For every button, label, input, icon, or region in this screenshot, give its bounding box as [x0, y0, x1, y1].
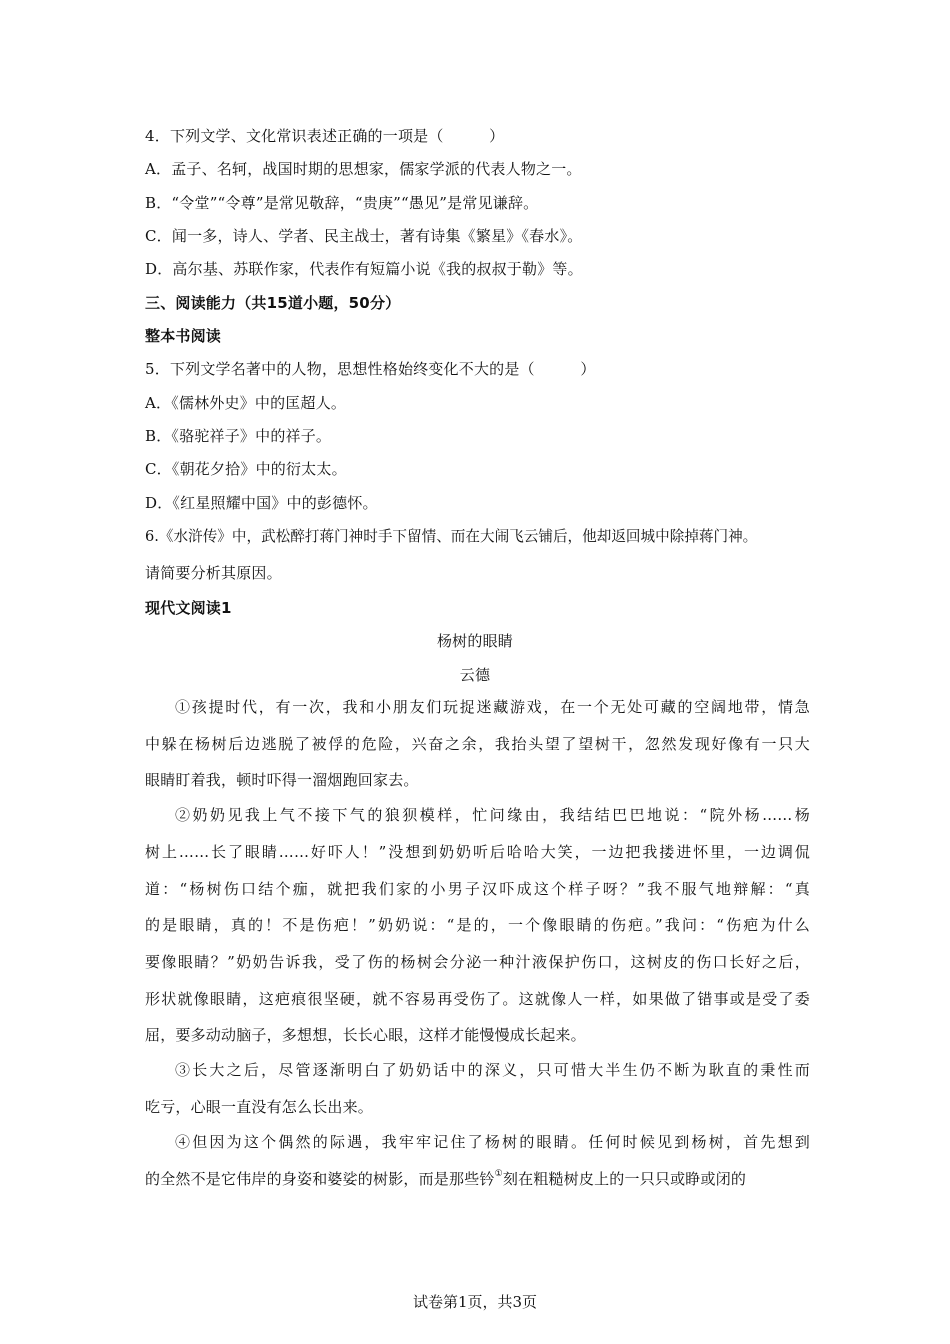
passage-title: 杨树的眼睛 [436, 632, 513, 650]
passage-p3-line: 吃亏，心眼一直没有怎么长出来。 [145, 1098, 374, 1116]
q6-line-2: 请简要分析其原因。 [145, 564, 282, 582]
footnote-marker: ① [494, 1169, 503, 1179]
passage-author: 云德 [459, 666, 491, 684]
passage-p4-text-b: 刻在粗糙树皮上的一只只或睁或闭的 [502, 1170, 747, 1188]
passage-p1-line: ①孩提时代，有一次，我和小朋友们玩捉迷藏游戏，在一个无处可藏的空阔地带，情急 [175, 698, 810, 716]
passage-p2-line: 要像眼睛？”奶奶告诉我，受了伤的杨树会分泌一种汁液保护伤口，这树皮的伤口长好之后， [145, 953, 810, 971]
q4-option-b: B．“令堂”“令尊”是常见敬辞，“贵庚”“愚见”是常见谦辞。 [145, 194, 539, 212]
passage-p4-line: ④但因为这个偶然的际遇，我牢牢记住了杨树的眼睛。任何时候见到杨树，首先想到 [175, 1133, 810, 1151]
q5-option-c: C．《朝花夕拾》中的衍太太。 [145, 460, 347, 478]
q4-option-a: A．孟子、名轲，战国时期的思想家，儒家学派的代表人物之一。 [145, 160, 582, 178]
subsection-heading-whole-book: 整本书阅读 [145, 327, 222, 345]
q5-option-a: A．《儒林外史》中的匡超人。 [145, 394, 347, 412]
passage-p4-line [145, 1169, 810, 1189]
passage-p2-line: 树上……长了眼睛……好吓人！”没想到奶奶听后哈哈大笑，一边把我搂进怀里，一边调侃 [145, 843, 810, 861]
section-heading: 三、阅读能力（共15道小题，50分） [145, 294, 401, 312]
passage-p2-line: 形状就像眼睛，这疤痕很坚硬，就不容易再受伤了。这就像人一样，如果做了错事或是受了委 [145, 990, 810, 1008]
q5-stem: 5．下列文学名著中的人物，思想性格始终变化不大的是（ ） [145, 360, 596, 378]
q4-option-d: D．高尔基、苏联作家，代表作有短篇小说《我的叔叔于勒》等。 [145, 260, 583, 278]
q4-option-c: C．闻一多，诗人、学者、民主战士，著有诗集《繁星》《春水》。 [145, 227, 583, 245]
modern-reading-heading: 现代文阅读1 [145, 599, 232, 617]
q6-line-1: 6.《水浒传》中，武松醉打蒋门神时手下留情、而在大闹飞云铺后，他却返回城中除掉蒋门神。 [145, 528, 758, 545]
q5-option-b: B．《骆驼祥子》中的祥子。 [145, 427, 332, 445]
passage-p1-line: 眼睛盯着我，顿时吓得一溜烟跑回家去。 [145, 771, 419, 789]
passage-p2-line: 屈，要多动动脑子，多想想，长长心眼，这样才能慢慢成长起来。 [145, 1026, 586, 1044]
passage-p1-line: 中躲在杨树后边逃脱了被俘的危险，兴奋之余，我抬头望了望树干，忽然发现好像有一只大 [145, 735, 810, 753]
passage-p4-text-a: 的全然不是它伟岸的身姿和婆娑的树影，而是那些钤 [145, 1170, 495, 1188]
passage-p3-line: ③长大之后，尽管逐渐明白了奶奶话中的深义，只可惜大半生仍不断为耿直的秉性而 [175, 1061, 810, 1079]
page-footer: 试卷第1页，共3页 [412, 1293, 538, 1311]
q4-stem: 4．下列文学、文化常识表述正确的一项是（ ） [145, 127, 505, 145]
passage-p2-line: 的是眼睛，真的！不是伤疤！”奶奶说：“是的，一个像眼睛的伤疤。”我问：“伤疤为什么 [145, 916, 810, 934]
q5-option-d: D．《红星照耀中国》中的彭德怀。 [145, 494, 378, 512]
passage-p2-line: 道：“杨树伤口结个痂，就把我们家的小男子汉吓成这个样子呀？”我不服气地辩解：“真 [145, 880, 810, 898]
passage-p2-line: ②奶奶见我上气不接下气的狼狈模样，忙问缘由，我结结巴巴地说：“院外杨……杨 [175, 806, 810, 824]
